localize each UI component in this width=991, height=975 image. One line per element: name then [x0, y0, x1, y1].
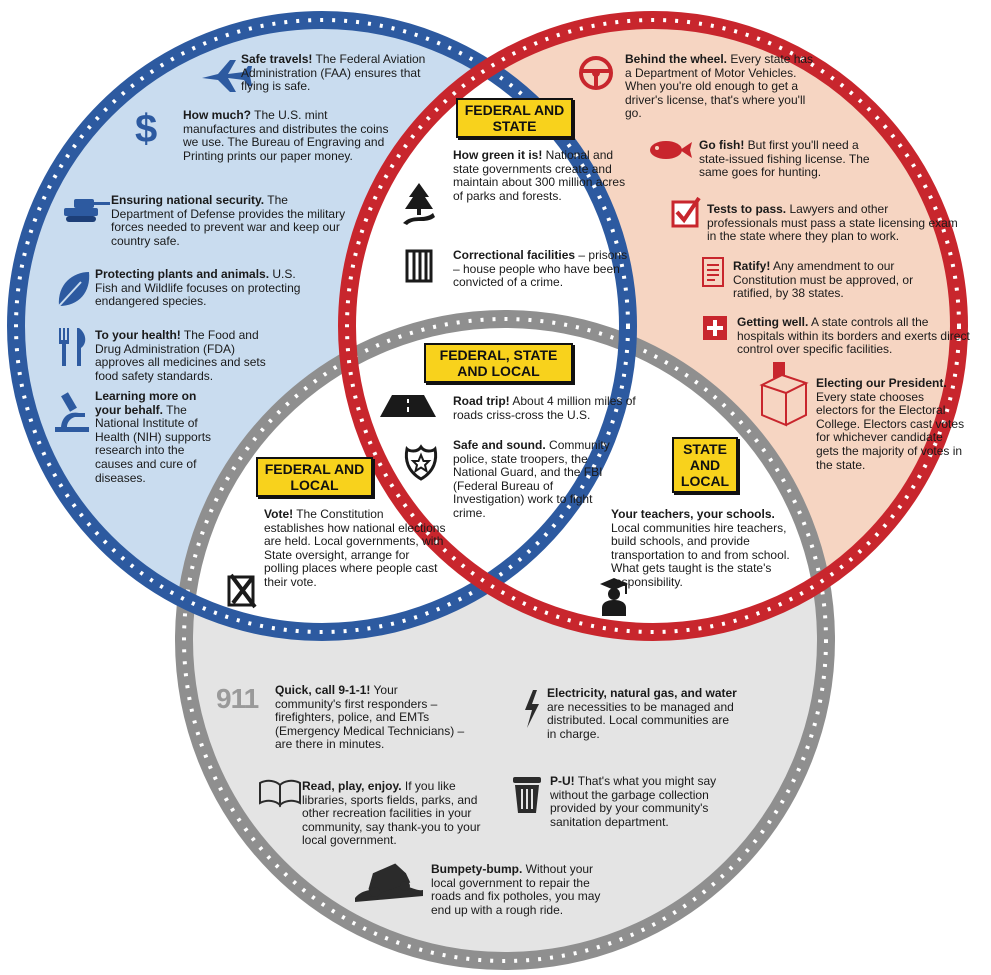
federal-item-plants-animals: Protecting plants and animals. U.S. Fish and Wildlife focuses on protecting endangered species.	[95, 267, 301, 309]
all-item-road-trip: Road trip! About 4 million miles of roads criss-cross the U.S.	[453, 394, 636, 422]
state-item-behind-wheel: Behind the wheel. Every state has a Department of Motor Vehicles. When you're old enough to get a driver's license, that's where you'll go.	[625, 52, 814, 121]
federal-item-national-security: Ensuring national security. The Department of Defense provides the military forces needed to prevent war and keep our country safe.	[111, 193, 346, 248]
fed-state-item-green: How green it is! National and state governments create and maintain about 300 million acres of parks and forests.	[453, 148, 626, 203]
911-icon: 911	[216, 683, 259, 714]
badge-federal-and-local: FEDERAL AND LOCAL	[256, 457, 373, 497]
badge-state-and-local: STATE AND LOCAL	[672, 437, 738, 493]
ballot-x-icon	[229, 575, 255, 607]
local-item-recreation: Read, play, enjoy. If you like libraries, sports fields, parks, and other recreation facilities in your community, say thank-you to your local government.	[302, 779, 481, 848]
state-item-getting-well: Getting well. A state controls all the hospitals within its borders and exerts direct control over specific facilities.	[737, 315, 970, 357]
fed-state-item-correctional: Correctional facilities – prisons – house people who have been convicted of a crime.	[453, 248, 628, 290]
local-item-utilities: Electricity, natural gas, and water are necessities to be managed and distributed. Local communities are in charge.	[547, 686, 737, 741]
state-item-president: Electing our President. Every state chooses electors for the Electoral College. Electors cast votes for whichever candidate gets the majority of votes in the state.	[816, 376, 965, 472]
document-icon	[703, 258, 723, 286]
checkbox-icon	[673, 198, 699, 226]
federal-item-safe-travels: Safe travels! The Federal Aviation Administration (FAA) ensures that flying is safe.	[241, 52, 426, 94]
federal-item-nih: Learning more on your behalf. The National Institute of Health (NIH) supports research into the causes and cure of diseases.	[95, 389, 212, 485]
hospital-cross-icon	[703, 316, 727, 340]
book-icon	[260, 781, 300, 805]
local-item-garbage: P-U! That's what you might say without the garbage collection provided by your community's sanitation department.	[550, 774, 717, 829]
federal-item-health: To your health! The Food and Drug Administration (FDA) approves all medicines and sets food safety standards.	[95, 328, 266, 383]
state-item-ratify: Ratify! Any amendment to our Constitution must be approved, or ratified, by 38 states.	[733, 259, 914, 301]
badge-federal-and-state: FEDERAL AND STATE	[456, 98, 573, 138]
state-local-item-schools: Your teachers, your schools. Local communities hire teachers, build schools, and provide transportation to and from school. What gets taught is the state's responsibility.	[611, 507, 790, 589]
dollar-icon: $	[135, 107, 158, 151]
local-item-roads: Bumpety-bump. Without your local government to repair the roads and fix potholes, you may end up with a rough ride.	[431, 862, 601, 917]
local-item-911: Quick, call 9-1-1! Your community's first responders – firefighters, police, and EMTs (Emergency Medical Technicians) – are there in minutes.	[275, 683, 465, 752]
state-item-tests: Tests to pass. Lawyers and other professionals must pass a state licensing exam in the state where they plan to work.	[707, 202, 958, 244]
all-item-safe-sound: Safe and sound. Community police, state troopers, the National Guard, and the FBI (Federal Bureau of Investigation) work to fight crime.	[453, 438, 610, 520]
badge-federal-state-local: FEDERAL, STATE AND LOCAL	[424, 343, 573, 383]
federal-item-how-much: How much? The U.S. mint manufactures and distributes the coins we use. The Bureau of Engraving and Printing prints our paper money.	[183, 108, 389, 163]
fed-local-item-vote: Vote! The Constitution establishes how national elections are held. Local governments, with State oversight, arrange for polling places where people cast their vote.	[264, 507, 446, 589]
state-item-go-fish: Go fish! But first you'll need a state-issued fishing license. The same goes for hunting.	[699, 138, 870, 180]
